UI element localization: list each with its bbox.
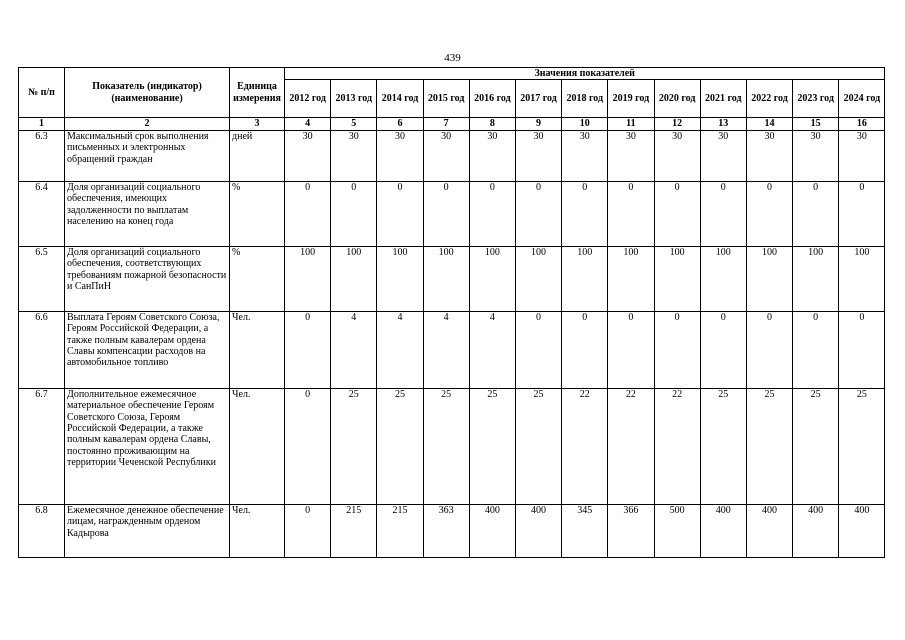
value-cell: 30 [423, 130, 469, 181]
value-cell: 100 [515, 246, 561, 311]
value-cell: 0 [746, 311, 792, 388]
header-year: 2013 год [331, 80, 377, 118]
unit-cell: Чел. [230, 388, 285, 504]
value-cell: 100 [746, 246, 792, 311]
unit-cell: дней [230, 130, 285, 181]
value-cell: 100 [469, 246, 515, 311]
value-cell: 0 [423, 181, 469, 246]
value-cell: 4 [377, 311, 423, 388]
row-number: 6.6 [19, 311, 65, 388]
unit-cell: Чел. [230, 311, 285, 388]
value-cell: 25 [469, 388, 515, 504]
column-number: 8 [469, 118, 515, 130]
value-cell: 0 [515, 311, 561, 388]
value-cell: 22 [562, 388, 608, 504]
value-cell: 30 [700, 130, 746, 181]
value-cell: 0 [377, 181, 423, 246]
indicator-name: Доля организаций социального обеспечения, соответствующих требованиям пожарной безопасности и СанПиН [65, 246, 230, 311]
value-cell: 30 [793, 130, 839, 181]
column-number: 13 [700, 118, 746, 130]
header-year: 2019 год [608, 80, 654, 118]
value-cell: 0 [608, 181, 654, 246]
header-year: 2018 год [562, 80, 608, 118]
column-number: 6 [377, 118, 423, 130]
indicators-table [18, 67, 885, 558]
column-number: 7 [423, 118, 469, 130]
header-year: 2016 год [469, 80, 515, 118]
column-number: 14 [746, 118, 792, 130]
page-number: 439 [444, 52, 461, 64]
value-cell: 25 [746, 388, 792, 504]
value-cell: 0 [562, 311, 608, 388]
value-cell: 0 [331, 181, 377, 246]
column-number: 5 [331, 118, 377, 130]
value-cell: 500 [654, 504, 700, 557]
table-row [19, 246, 885, 311]
column-number: 3 [230, 118, 285, 130]
table-row [19, 130, 885, 181]
value-cell: 0 [839, 311, 885, 388]
value-cell: 25 [423, 388, 469, 504]
value-cell: 0 [700, 311, 746, 388]
row-number: 6.3 [19, 130, 65, 181]
value-cell: 400 [839, 504, 885, 557]
value-cell: 25 [839, 388, 885, 504]
unit-cell: % [230, 246, 285, 311]
table-row [19, 181, 885, 246]
table-row [19, 504, 885, 557]
value-cell: 0 [793, 181, 839, 246]
row-number: 6.8 [19, 504, 65, 557]
value-cell: 215 [377, 504, 423, 557]
row-number: 6.5 [19, 246, 65, 311]
unit-cell: % [230, 181, 285, 246]
value-cell: 4 [469, 311, 515, 388]
value-cell: 25 [700, 388, 746, 504]
value-cell: 400 [793, 504, 839, 557]
value-cell: 100 [562, 246, 608, 311]
value-cell: 30 [377, 130, 423, 181]
value-cell: 0 [285, 181, 331, 246]
value-cell: 25 [331, 388, 377, 504]
column-number: 4 [285, 118, 331, 130]
column-number: 15 [793, 118, 839, 130]
value-cell: 400 [515, 504, 561, 557]
column-number: 12 [654, 118, 700, 130]
value-cell: 100 [608, 246, 654, 311]
value-cell: 0 [700, 181, 746, 246]
value-cell: 30 [839, 130, 885, 181]
value-cell: 0 [469, 181, 515, 246]
header-year: 2020 год [654, 80, 700, 118]
column-number: 11 [608, 118, 654, 130]
value-cell: 100 [285, 246, 331, 311]
value-cell: 25 [377, 388, 423, 504]
value-cell: 400 [469, 504, 515, 557]
indicator-name: Выплата Героям Советского Союза, Героям Российской Федерации, а также полным кавалерам ордена Славы компенсации расходов на автомобильное топливо [65, 311, 230, 388]
value-cell: 0 [793, 311, 839, 388]
value-cell: 345 [562, 504, 608, 557]
header-year: 2024 год [839, 80, 885, 118]
column-numbers-row [19, 118, 885, 130]
header-indicator: Показатель (индикатор) (наименование) [65, 68, 230, 118]
indicator-name: Доля организаций социального обеспечения, имеющих задолженности по выплатам населению на конец года [65, 181, 230, 246]
value-cell: 0 [839, 181, 885, 246]
value-cell: 30 [608, 130, 654, 181]
value-cell: 0 [285, 311, 331, 388]
value-cell: 0 [285, 388, 331, 504]
value-cell: 30 [562, 130, 608, 181]
header-values-group: Значения показателей [285, 68, 885, 80]
value-cell: 4 [331, 311, 377, 388]
value-cell: 30 [469, 130, 515, 181]
value-cell: 22 [654, 388, 700, 504]
value-cell: 0 [608, 311, 654, 388]
header-num: № п/п [19, 68, 65, 118]
value-cell: 100 [793, 246, 839, 311]
header-year: 2012 год [285, 80, 331, 118]
value-cell: 0 [285, 504, 331, 557]
header-year: 2021 год [700, 80, 746, 118]
column-number: 2 [65, 118, 230, 130]
value-cell: 100 [839, 246, 885, 311]
column-number: 16 [839, 118, 885, 130]
table-row [19, 388, 885, 504]
value-cell: 25 [793, 388, 839, 504]
table-row [19, 311, 885, 388]
value-cell: 100 [654, 246, 700, 311]
value-cell: 400 [746, 504, 792, 557]
value-cell: 0 [654, 181, 700, 246]
column-number: 1 [19, 118, 65, 130]
header-year: 2014 год [377, 80, 423, 118]
value-cell: 30 [515, 130, 561, 181]
column-number: 9 [515, 118, 561, 130]
value-cell: 366 [608, 504, 654, 557]
row-number: 6.7 [19, 388, 65, 504]
header-year: 2022 год [746, 80, 792, 118]
value-cell: 100 [700, 246, 746, 311]
value-cell: 0 [515, 181, 561, 246]
header-unit: Единица измерения [230, 68, 285, 118]
header-year: 2023 год [793, 80, 839, 118]
value-cell: 215 [331, 504, 377, 557]
unit-cell: Чел. [230, 504, 285, 557]
value-cell: 30 [331, 130, 377, 181]
value-cell: 0 [746, 181, 792, 246]
value-cell: 25 [515, 388, 561, 504]
value-cell: 22 [608, 388, 654, 504]
value-cell: 363 [423, 504, 469, 557]
header-row [19, 68, 885, 80]
value-cell: 100 [377, 246, 423, 311]
row-number: 6.4 [19, 181, 65, 246]
indicator-name: Максимальный срок выполнения письменных и электронных обращений граждан [65, 130, 230, 181]
value-cell: 4 [423, 311, 469, 388]
header-year: 2015 год [423, 80, 469, 118]
value-cell: 100 [331, 246, 377, 311]
value-cell: 0 [562, 181, 608, 246]
indicator-name: Ежемесячное денежное обеспечение лицам, награжденным орденом Кадырова [65, 504, 230, 557]
value-cell: 30 [654, 130, 700, 181]
header-year: 2017 год [515, 80, 561, 118]
indicator-name: Дополнительное ежемесячное материальное обеспечение Героям Советского Союза, Героям Российской Федерации, а также полным кавалерам ордена Славы, постоянно проживающим на территории Чеченской Республики [65, 388, 230, 504]
value-cell: 100 [423, 246, 469, 311]
value-cell: 400 [700, 504, 746, 557]
value-cell: 0 [654, 311, 700, 388]
value-cell: 30 [285, 130, 331, 181]
column-number: 10 [562, 118, 608, 130]
value-cell: 30 [746, 130, 792, 181]
